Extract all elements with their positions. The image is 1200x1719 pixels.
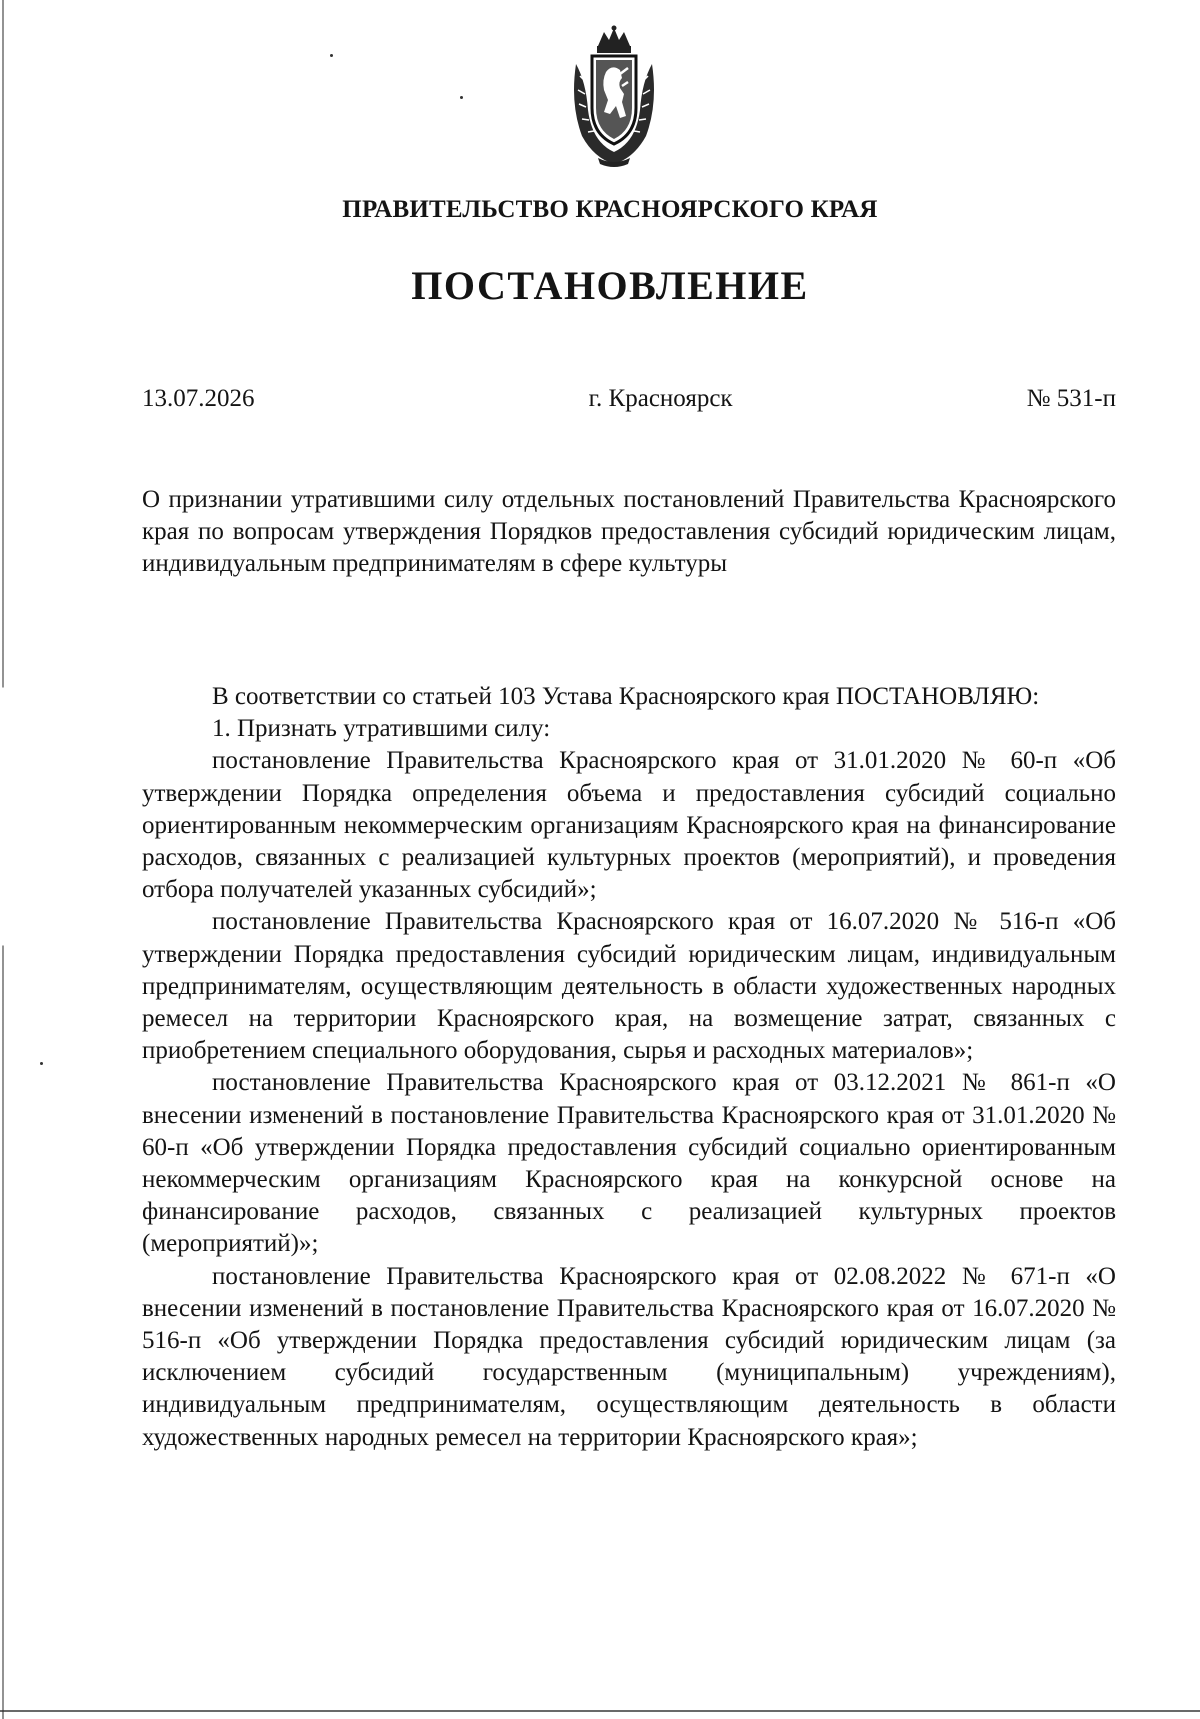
scan-edge-bottom — [0, 1710, 1200, 1712]
document-meta-row — [142, 385, 1116, 413]
repealed-act-item: постановление Правительства Красноярского края от 31.01.2020 № 60-п «Об утверждении Порядка определения объема и предоставления субсидий социально ориентированным некоммерческим организациям Красноярского края на финансирование расходов, связанных с реализацией культурных проектов (мероприятий), и проведения отбора получателей указанных субсидий»; — [142, 747, 1116, 904]
government-title: ПРАВИТЕЛЬСТВО КРАСНОЯРСКОГО КРАЯ — [342, 196, 878, 223]
repealed-act-item: постановление Правительства Красноярского края от 02.08.2022 № 671-п «О внесении изменений в постановление Правительства Красноярского края от 16.07.2020 № 516-п «Об утверждении Порядка предоставления субсидий юридическим лицам (за исключением субсидий государственным (муниципальным) учреждениям), индивидуальным предпринимателям, осуществляющим деятельность в области художественных народных ремесел на территории Красноярского края»; — [142, 1262, 1116, 1451]
preamble-paragraph: В соответствии со статьей 103 Устава Красноярского края ПОСТАНОВЛЯЮ: — [212, 683, 1040, 710]
document-subject — [142, 484, 1116, 581]
document-body — [142, 681, 1116, 1454]
repealed-act-item: постановление Правительства Красноярского края от 16.07.2020 № 516-п «Об утверждении Порядка предоставления субсидий юридическим лицам, индивидуальным предпринимателям, осуществляющим деятельность в области художественных народных ремесел на территории Красноярского края, на возмещение затрат, связанных с приобретением специального оборудования, сырья и расходных материалов»; — [142, 908, 1116, 1065]
clause-1-title: 1. Признать утратившими силу: — [212, 715, 551, 743]
scan-speck — [330, 54, 333, 57]
coat-of-arms-emblem — [568, 24, 660, 170]
document-number: № 531-п — [1026, 385, 1116, 412]
repealed-act-item: постановление Правительства Красноярского края от 03.12.2021 № 861-п «О внесении изменений в постановление Правительства Красноярского края от 31.01.2020 № 60-п «Об утверждении Порядка предоставления субсидий социально ориентированным некоммерческим организациям Красноярского края на конкурсной основе на финансирование расходов, связанных с реализацией культурных проектов (мероприятий)»; — [142, 1069, 1116, 1258]
scan-speck — [40, 1062, 43, 1065]
document-date: 13.07.2026 — [142, 385, 255, 412]
subject-text: О признании утратившими силу отдельных постановлений Правительства Красноярского края по вопросам утверждения Порядков предоставления субсидий юридическим лицам, индивидуальным предпринимателям в сфере культуры — [142, 486, 1116, 578]
scan-edge-left — [2, 0, 4, 1719]
document-type-heading: ПОСТАНОВЛЕНИЕ — [411, 263, 809, 308]
scan-speck — [460, 96, 463, 99]
document-place: г. Красноярск — [588, 385, 733, 412]
